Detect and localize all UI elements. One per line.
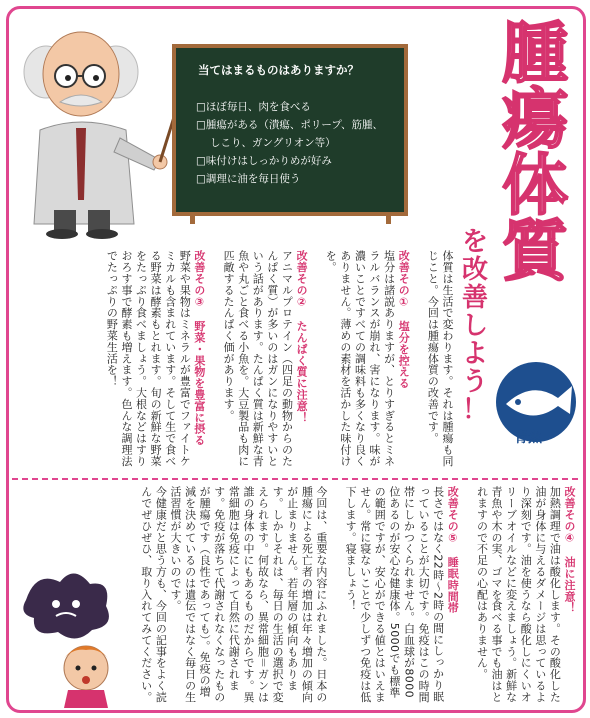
article-subtitle	[455, 228, 495, 424]
checklist-item: □腫瘍がある（潰瘍、ポリープ、筋腫、	[196, 119, 384, 131]
checklist-item: □ほぼ毎日、肉を食べる	[196, 101, 311, 113]
fish-label: 青魚	[514, 430, 542, 446]
subtitle-char: ！	[461, 395, 488, 425]
subtitle-char: 善	[461, 283, 488, 313]
subtitle-char: よ	[461, 339, 488, 369]
checklist-item: □味付けはしっかりめが好み	[196, 155, 332, 167]
title-char: 腫	[502, 14, 568, 92]
section-heading: 改善その③ 野菜・果物を豊富に摂る	[192, 250, 206, 446]
section-heading: 改善その② たんぱく質に注意！	[295, 250, 309, 423]
intro-text: 体質は生活で変わります。それは腫瘍も同じこと。今回は腫瘍体質の改善です。	[426, 250, 454, 467]
section-body: 加熱調理で油は酸化します。その酸化した油が身体に与えるダメージは思っているより深刻です。油を使うなら酸化しにくいオリーブオイルなどに変えましょう。新鮮な青魚や木の実、ゴマを食べる事でも油はとれますので不足の心配はありません。	[475, 486, 562, 703]
title-char: 質	[502, 212, 568, 290]
worried-girl-illustration	[16, 560, 136, 710]
checklist-title: 当てはまるものはありますか？	[198, 63, 359, 77]
subtitle-char: し	[461, 311, 488, 341]
checklist-item: しこり、ガングリオン等）	[210, 137, 336, 149]
title-char: 瘍	[502, 80, 568, 158]
article-title	[490, 14, 580, 290]
subtitle-char: を	[461, 227, 488, 257]
professor-illustration	[10, 10, 180, 240]
top-article-body	[34, 250, 454, 472]
section-heading: 改善その① 塩分を控える	[397, 250, 411, 389]
subtitle-char: 改	[461, 255, 488, 285]
section-heading: 改善その④ 油に注意！	[563, 486, 576, 614]
section-divider	[12, 478, 578, 480]
closing-text: 今回は、重要な内容にふれました。日本の腫瘍による死亡者の増加は年々増加の傾向が止まりません。若年層の傾向もあります。しかしそれは、毎日の生活の選択で変えられます。何故なら、異常細胞＝ガンは誰の身体の中にもあるものだからです。異常細胞は免疫によって自然に代謝されます。免疫が落ちて代謝されなくなったものが腫瘍です（良性であっても）。免疫の増減を決めているのは遺伝ではなく毎日の生活習慣が大きいのです。	[168, 486, 328, 703]
section-body: アニマルプロテイン（四足の動物からのたんぱく質）が多いのはガンになりやすいという話があります。たんぱく質は新鮮な青魚や丸ごと食べる小魚を。大豆製品も肉に匹敵するたんぱく価があります。	[222, 250, 294, 467]
section-body: 塩分は諸説ありますが、とりすぎるとミネラルバランスが崩れ、害になります。味が濃いことですべての調味料も多くなり良くありません。薄めの素材を活かした味付けを。	[324, 250, 396, 467]
section-body: 野菜や果物はミネラルが豊富でファイトケミカルも含まれています。そして生で食べる野菜は酵素もとれます。旬の新鮮な野菜をたっぷり食べましょう。大根などはすりおろす事で酵素も増えます。色んな調理法でたっぷりの野菜生活を！	[105, 250, 192, 467]
fish-badge	[492, 352, 580, 448]
section-heading: 改善その⑤ 睡眠時間帯	[446, 486, 460, 614]
title-char: 体	[502, 146, 568, 224]
board-leg	[190, 216, 195, 224]
section-body: 長さではなく22時～2時の間にしっかり眠っていることが大切です。免疫はこの時間帯にしかつくられません。白血球が8000位あるのが安心な健康体。5000でも標準の範囲ですが、安心ができる値とはいえません。常に寝ないことで少しずつ免疫は低下します。寝ましょう！	[344, 486, 445, 703]
closing-text: 今健康だと思う方も、今回の記事をよく読んでぜひぜひ、取り入れてみてください。	[139, 486, 168, 703]
blackboard	[172, 44, 408, 216]
checklist-item: □調理に油を毎日使う	[196, 173, 301, 185]
checklist	[196, 98, 383, 188]
board-leg	[386, 216, 391, 224]
subtitle-char: う	[461, 367, 488, 397]
